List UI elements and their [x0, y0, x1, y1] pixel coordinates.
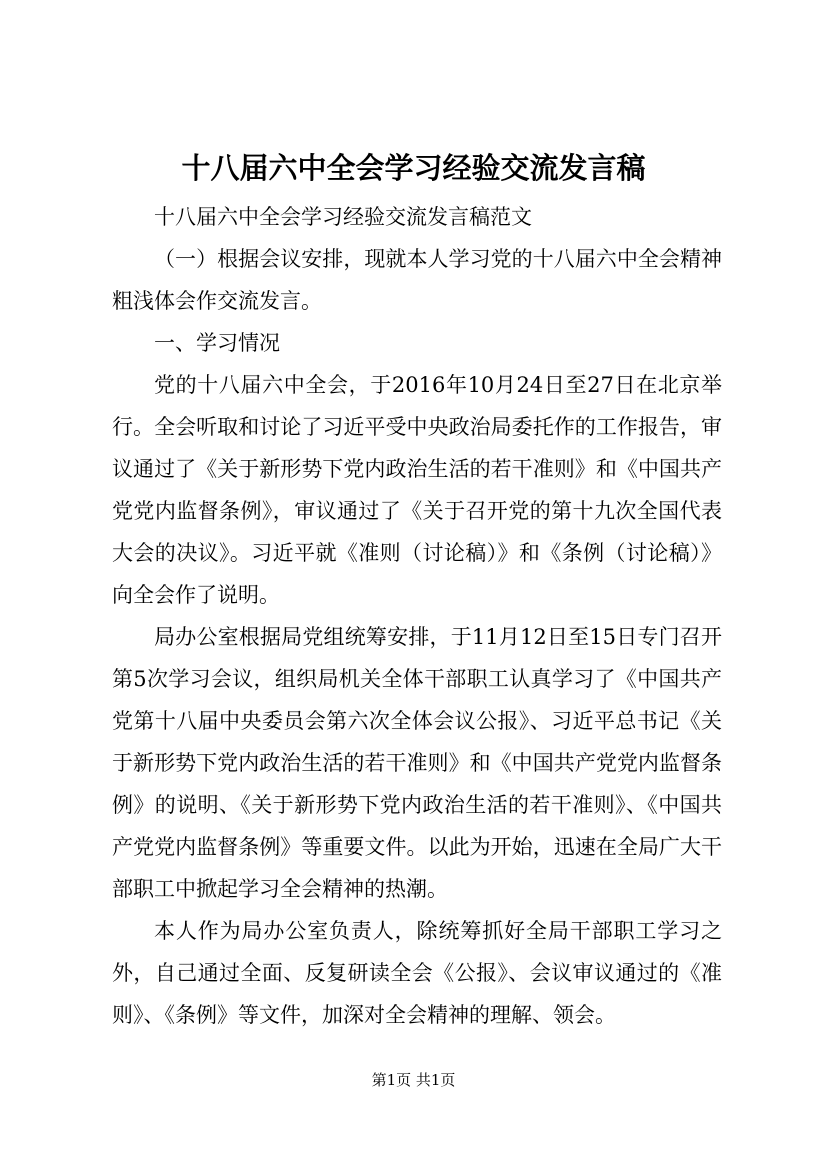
paragraph-intro: （一）根据会议安排，现就本人学习党的十八届六中全会精神粗浅体会作交流发言。: [112, 247, 722, 313]
paragraph-office-study: 局办公室根据局党组统筹安排，于11月12日至15日专门召开第5次学习会议，组织局机关全体干部职工认真学习了《中国共产党第十八届中央委员会第六次全体会议公报》、习近平总书记《关于新形势下党内政治生活的若干准则》和《中国共产党党内监督条例》的说明、《关于新形势下党内政治生活的若干准则》、《中国共产党党内监督条例》等重要文件。以此为开始，迅速在全局广大干部职工中掀起学习全会精神的热潮。: [112, 625, 722, 901]
document-title: 十八届六中全会学习经验交流发言稿: [181, 151, 646, 185]
paragraph-plenum-info: 党的十八届六中全会，于2016年10月24日至27日在北京举行。全会听取和讨论了习近平受中央政治局委托作的工作报告，审议通过了《关于新形势下党内政治生活的若干准则》和《中国共产党党内监督条例》，审议通过了《关于召开党的第十九次全国代表大会的决议》。习近平就《准则（讨论稿）》和《条例（讨论稿）》向全会作了说明。: [112, 373, 722, 607]
paragraph-subtitle: 十八届六中全会学习经验交流发言稿范文: [154, 205, 532, 229]
paragraph-section-heading: 一、学习情况: [154, 331, 280, 355]
paragraph-personal-study: 本人作为局办公室负责人，除统筹抓好全局干部职工学习之外，自己通过全面、反复研读全会《公报》、会议审议通过的《准则》、《条例》等文件，加深对全会精神的理解、领会。: [112, 919, 722, 1027]
page-footer: 第1页 共1页: [371, 1071, 456, 1089]
document-body: [112, 196, 722, 1036]
